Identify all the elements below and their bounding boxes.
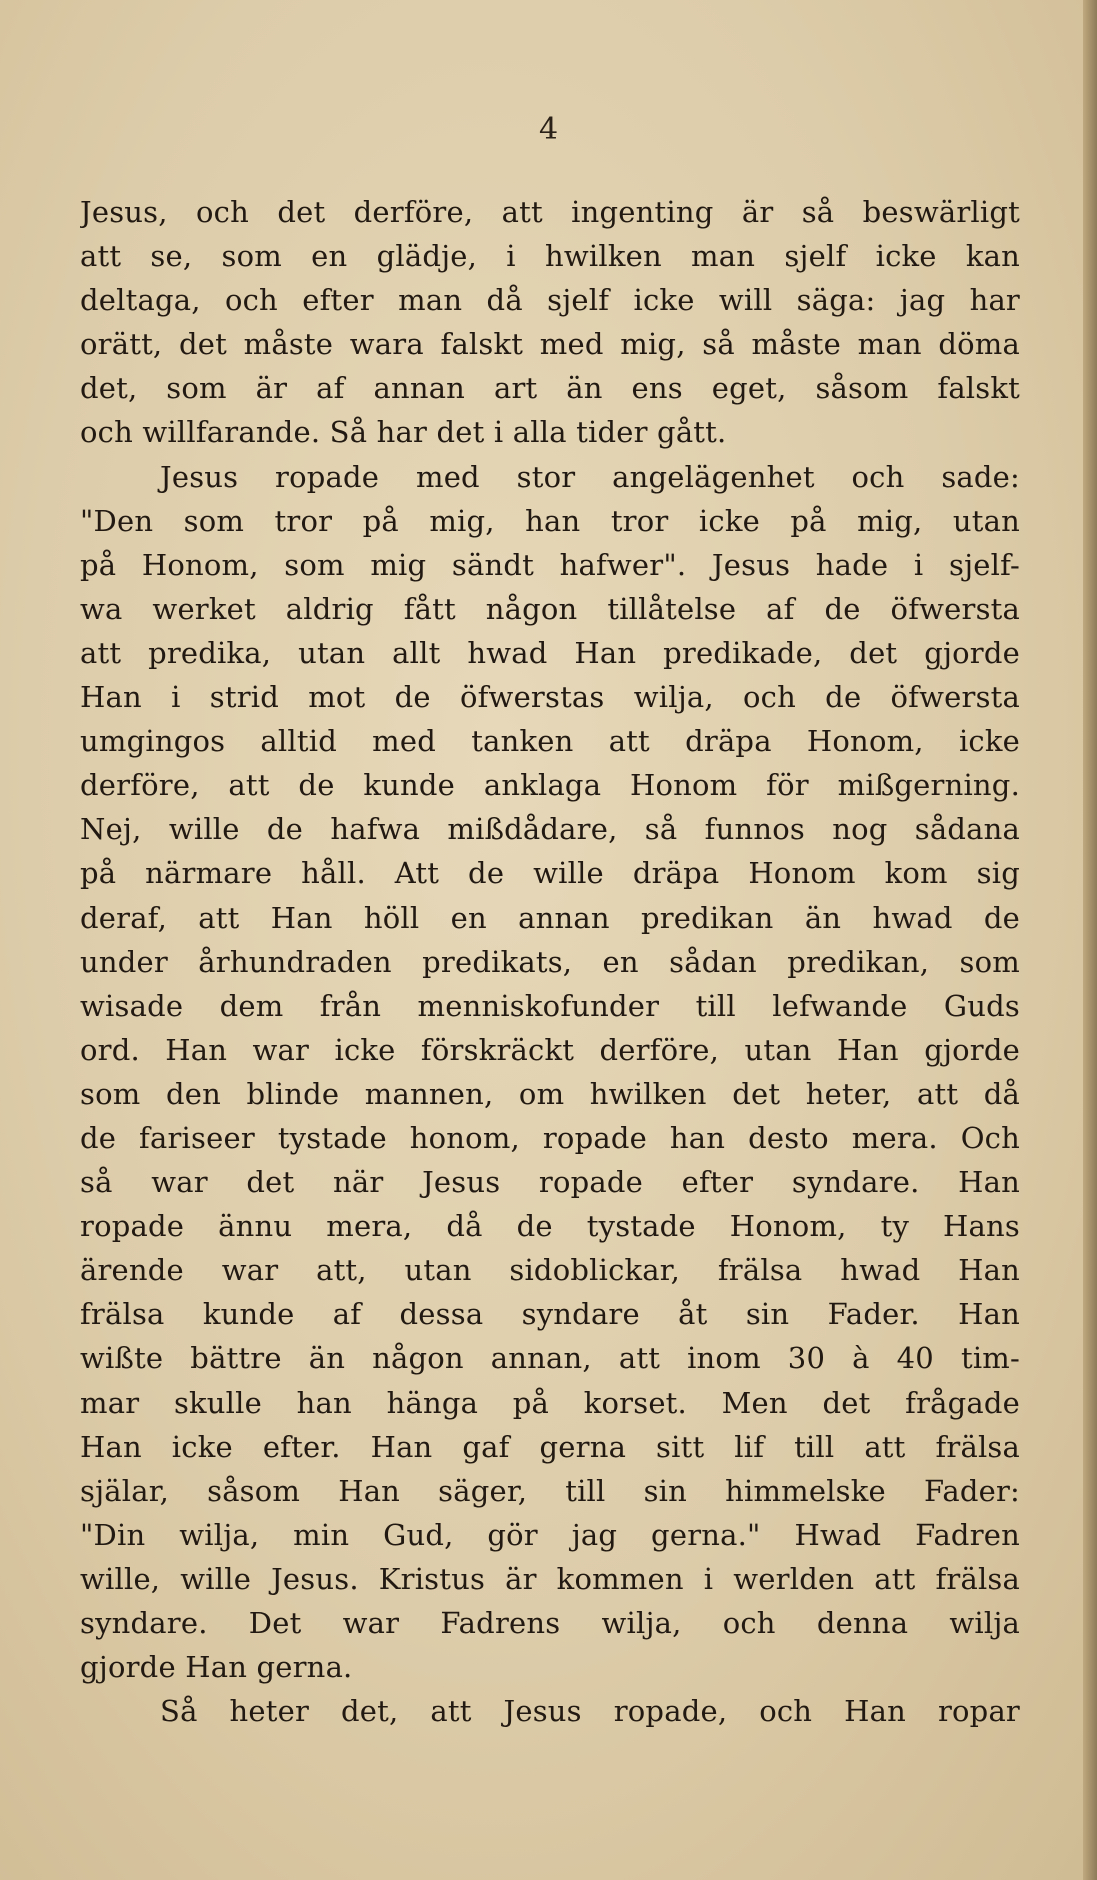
- text-line: umgingos alltid med tanken att dräpa Honom, icke: [80, 724, 1020, 759]
- text-line: ropade ännu mera, då de tystade Honom, ty Hans: [80, 1209, 1020, 1244]
- text-line: Han i strid mot de öfwerstas wilja, och de öfwersta: [80, 680, 1020, 715]
- text-line: ord. Han war icke förskräckt derföre, utan Han gjorde: [80, 1032, 1020, 1067]
- text-line: wa werket aldrig fått någon tillåtelse af de öfwersta: [80, 591, 1020, 626]
- text-line: ärende war att, utan sidoblickar, frälsa hwad Han: [80, 1253, 1020, 1288]
- text-line: på Honom, som mig sändt hafwer". Jesus hade i sjelf-: [80, 547, 1020, 582]
- text-line: Nej, wille de hafwa mißdådare, så funnos nog sådana: [80, 812, 1020, 847]
- text-line: att predika, utan allt hwad Han predikade, det gjorde: [80, 635, 1020, 670]
- text-line: på närmare håll. Att de wille dräpa Honom kom sig: [80, 856, 1020, 891]
- text-line: så war det när Jesus ropade efter syndare. Han: [80, 1165, 1020, 1200]
- text-line: "Din wilja, min Gud, gör jag gerna." Hwad Fadren: [80, 1517, 1020, 1552]
- body-text: [80, 190, 1020, 1733]
- text-line: syndare. Det war Fadrens wilja, och denna wilja: [80, 1606, 1020, 1640]
- page-number: 4: [538, 112, 559, 147]
- text-line: Så heter det, att Jesus ropade, och Han ropar: [160, 1694, 1020, 1729]
- text-line: under århundraden predikats, en sådan predikan, som: [80, 944, 1020, 979]
- text-line: mar skulle han hänga på korset. Men det frågade: [80, 1385, 1020, 1420]
- text-line: de fariseer tystade honom, ropade han desto mera. Och: [80, 1120, 1020, 1155]
- page-edge: [1083, 0, 1097, 1880]
- text-line: Jesus ropade med stor angelägenhet och sade:: [160, 459, 1020, 494]
- text-line: att se, som en glädje, i hwilken man sjelf icke kan: [80, 239, 1020, 274]
- text-line: själar, såsom Han säger, till sin himmelske Fader:: [80, 1473, 1020, 1508]
- text-line: orätt, det måste wara falskt med mig, så måste man döma: [80, 327, 1020, 362]
- text-line: "Den som tror på mig, han tror icke på mig, utan: [80, 503, 1020, 538]
- text-line: derföre, att de kunde anklaga Honom för mißgerning.: [80, 768, 1020, 803]
- text-line: Jesus, och det derföre, att ingenting är så beswärligt: [80, 195, 1020, 229]
- text-line: deltaga, och efter man då sjelf icke will säga: jag har: [80, 283, 1020, 318]
- text-line: det, som är af annan art än ens eget, såsom falskt: [80, 371, 1020, 406]
- text-line: som den blinde mannen, om hwilken det heter, att då: [80, 1076, 1020, 1111]
- text-line: wisade dem från menniskofunder till lefwande Guds: [80, 988, 1020, 1023]
- text-line: Han icke efter. Han gaf gerna sitt lif till att frälsa: [80, 1429, 1020, 1464]
- text-line: gjorde Han gerna.: [80, 1650, 353, 1685]
- text-line: och willfarande. Så har det i alla tider gått.: [80, 415, 727, 450]
- text-line: wißte bättre än någon annan, att inom 30 à 40 tim-: [80, 1341, 1020, 1376]
- text-line: wille, wille Jesus. Kristus är kommen i werlden att frälsa: [80, 1561, 1020, 1596]
- text-line: deraf, att Han höll en annan predikan än hwad de: [80, 900, 1020, 935]
- text-line: frälsa kunde af dessa syndare åt sin Fader. Han: [80, 1297, 1020, 1332]
